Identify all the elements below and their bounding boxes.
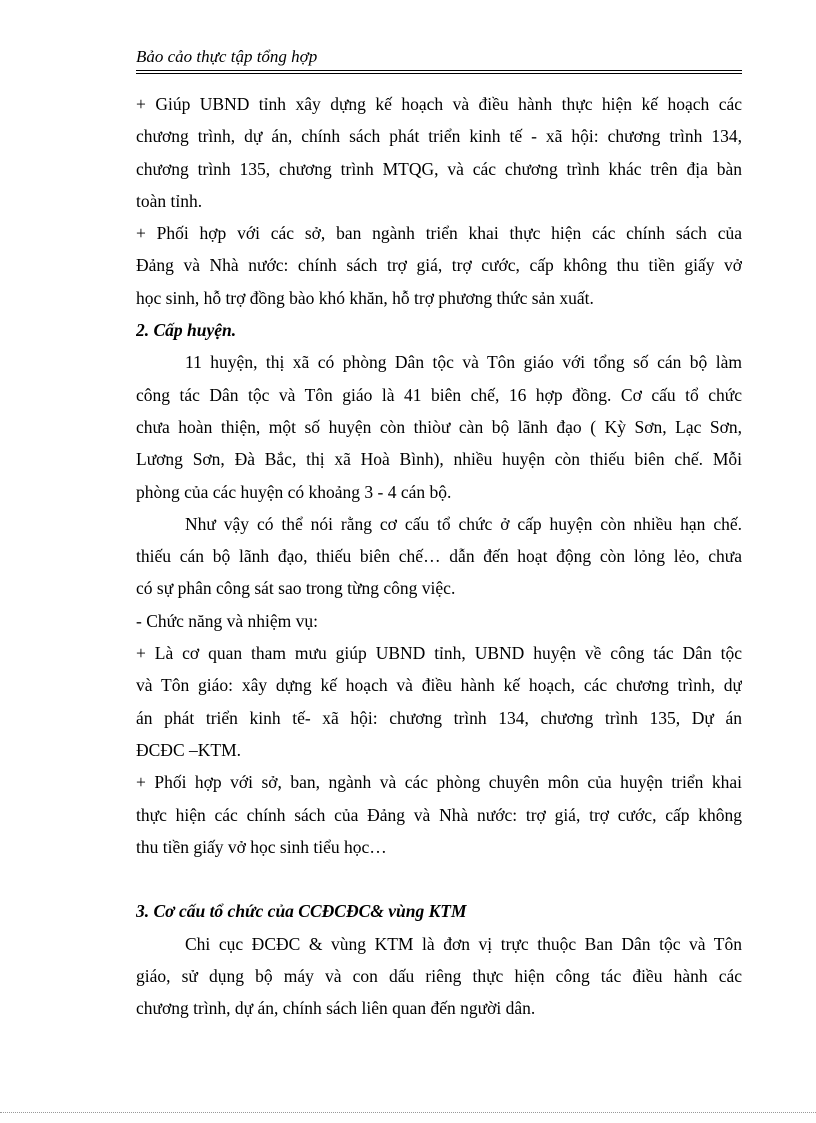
document-body	[136, 88, 742, 1025]
text-line	[136, 863, 742, 895]
text-line: toàn tỉnh.	[136, 190, 203, 211]
header-rule-bottom	[136, 73, 742, 74]
text-line: chương trình, dự án, chính sách phát triển kinh tế - xã hội: chương trình 134,	[136, 126, 742, 147]
text-line: công tác Dân tộc và Tôn giáo là 41 biên chế, 16 hợp đồng. Cơ cấu tổ chức	[136, 384, 742, 405]
text-line: 11 huyện, thị xã có phòng Dân tộc và Tôn giáo với tổng số cán bộ làm	[185, 352, 742, 373]
text-line: giáo, sử dụng bộ máy và con dấu riêng thực hiện công tác điều hành các	[136, 966, 742, 987]
text-line: thu tiền giấy vở học sinh tiểu học…	[136, 836, 387, 857]
text-line: chương trình 135, chương trình MTQG, và các chương trình khác trên địa bàn	[136, 158, 742, 179]
section-heading: 3. Cơ cấu tổ chức của CCĐCĐC& vùng KTM	[136, 901, 467, 922]
text-line: và Tôn giáo: xây dựng kế hoạch và điều hành kế hoạch, các chương trình, dự	[136, 675, 742, 696]
text-line: có sự phân công sát sao trong từng công việc.	[136, 578, 456, 599]
page-header-title: Bảo cảo thực tập tổng hợp	[136, 47, 318, 66]
text-line: học sinh, hỗ trợ đồng bào khó khăn, hỗ trợ phương thức sản xuất.	[136, 287, 594, 308]
text-line: Như vậy có thể nói rằng cơ cấu tổ chức ở cấp huyện còn nhiều hạn chế.	[185, 513, 742, 534]
text-line: Lương Sơn, Đà Bắc, thị xã Hoà Bình), nhiều huyện còn thiếu biên chế. Mỗi	[136, 449, 742, 470]
text-line: phòng của các huyện có khoảng 3 - 4 cán bộ.	[136, 481, 452, 502]
section-heading: 2. Cấp huyện.	[136, 320, 237, 341]
text-line: + Giúp UBND tỉnh xây dựng kế hoạch và điều hành thực hiện kế hoạch các	[136, 94, 742, 114]
header-rule-top	[136, 70, 742, 71]
text-line: + Phối hợp với các sở, ban ngành triển khai thực hiện các chính sách của	[136, 223, 742, 244]
text-line: Đảng và Nhà nước: chính sách trợ giá, trợ cước, cấp không thu tiền giấy vở	[136, 255, 742, 276]
text-line: án phát triển kinh tế- xã hội: chương trình 134, chương trình 135, Dự án	[136, 707, 742, 728]
page-bottom-boundary	[0, 1112, 816, 1113]
text-line: chưa hoàn thiện, một số huyện còn thiòư càn bộ lãnh đạo ( Kỳ Sơn, Lạc Sơn,	[136, 416, 742, 437]
text-line: thiếu cán bộ lãnh đạo, thiếu biên chế… dẫn đến hoạt động còn lỏng lẻo, chưa	[136, 546, 742, 567]
text-line: Chi cục ĐCĐC & vùng KTM là đơn vị trực thuộc Ban Dân tộc và Tôn	[185, 933, 742, 954]
text-line: ĐCĐC –KTM.	[136, 739, 242, 760]
text-line: + Là cơ quan tham mưu giúp UBND tỉnh, UBND huyện về công tác Dân tộc	[136, 643, 742, 664]
text-line: + Phối hợp với sở, ban, ngành và các phòng chuyên môn của huyện triển khai	[136, 772, 742, 793]
text-line: - Chức năng và nhiệm vụ:	[136, 610, 319, 631]
text-line: thực hiện các chính sách của Đảng và Nhà nước: trợ giá, trợ cước, cấp không	[136, 804, 742, 825]
text-line: chương trình, dự án, chính sách liên quan đến người dân.	[136, 998, 536, 1019]
